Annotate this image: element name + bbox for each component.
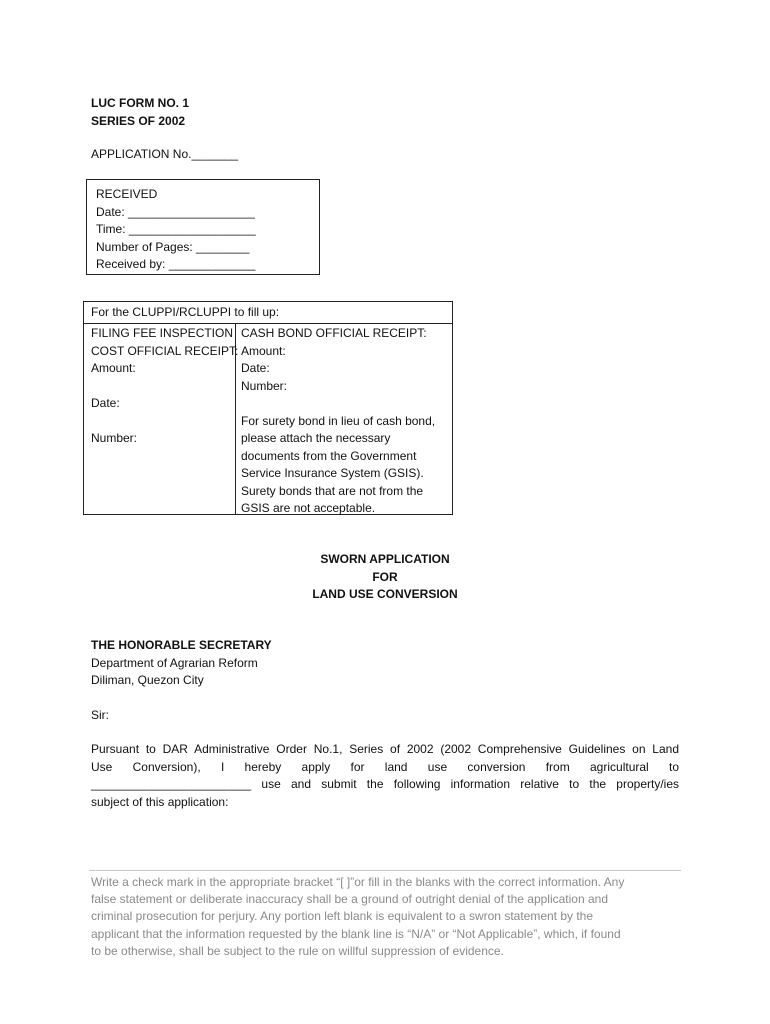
surety-note-line: Service Insurance System (GSIS). bbox=[241, 466, 424, 480]
footer-divider bbox=[89, 870, 681, 871]
surety-note-line: please attach the necessary bbox=[241, 431, 391, 445]
cash-bond-number: Number: bbox=[241, 378, 288, 393]
received-by-field: Received by: _____________ bbox=[96, 257, 256, 271]
title-line-1: SWORN APPLICATION bbox=[320, 552, 450, 566]
body-line-1: Pursuant to DAR Administrative Order No.1, Series of 2002 (2002 Comprehensive Guidelines on Land bbox=[91, 742, 679, 756]
salutation: Sir: bbox=[91, 708, 109, 722]
footer-line-5: to be otherwise, shall be subject to the rule on willful suppression of evidence. bbox=[91, 943, 504, 958]
surety-note-line: Surety bonds that are not from the bbox=[241, 483, 424, 498]
cash-bond-title: CASH BOND OFFICIAL RECEIPT: bbox=[241, 326, 427, 340]
filing-fee-column bbox=[91, 325, 238, 448]
footer-line-3: criminal prosecution for perjury. Any portion left blank is equivalent to a swron statement by the bbox=[91, 909, 594, 924]
addressee-address: Diliman, Quezon City bbox=[91, 673, 204, 687]
number-of-pages-field: Number of Pages: ________ bbox=[96, 239, 250, 254]
cash-bond-spacer bbox=[241, 395, 435, 413]
application-number-field: APPLICATION No._______ bbox=[91, 147, 239, 161]
title-line-2: FOR bbox=[372, 569, 398, 584]
fill-table-header: For the CLUPPI/RCLUPPI to fill up: bbox=[84, 302, 452, 324]
addressee-name: THE HONORABLE SECRETARY bbox=[91, 638, 272, 652]
filing-fee-date: Date: bbox=[91, 396, 120, 410]
footer-line-1: Write a check mark in the appropriate bracket “[ ]”or fill in the blanks with the correct information. Any bbox=[91, 875, 625, 889]
footer-line-4: applicant that the information requested by the blank line is “N/A” or “Not Applicable”, which, if found bbox=[91, 926, 621, 941]
surety-note-line: documents from the Government bbox=[241, 448, 417, 463]
received-title: RECEIVED bbox=[96, 187, 158, 201]
filing-fee-spacer-2 bbox=[91, 413, 238, 431]
form-header bbox=[91, 95, 189, 130]
filing-fee-spacer-1 bbox=[91, 378, 238, 396]
cash-bond-column bbox=[241, 325, 435, 518]
title-line-3: LAND USE CONVERSION bbox=[312, 587, 458, 601]
form-series: SERIES OF 2002 bbox=[91, 113, 186, 128]
filing-fee-amount: Amount: bbox=[91, 361, 136, 375]
addressee-block bbox=[91, 637, 272, 690]
received-date-field: Date: ___________________ bbox=[96, 204, 255, 219]
body-line-4: subject of this application: bbox=[91, 794, 229, 809]
surety-note-line: For surety bond in lieu of cash bond, bbox=[241, 413, 436, 428]
filing-fee-title-1: FILING FEE INSPECTION bbox=[91, 326, 234, 340]
application-body bbox=[91, 741, 679, 811]
body-line-3: ________________________ use and submit the following information relative to the property/ies bbox=[91, 777, 679, 791]
filing-fee-number: Number: bbox=[91, 431, 138, 445]
cash-bond-amount: Amount: bbox=[241, 343, 286, 358]
body-line-2: Use Conversion), I hereby apply for land use conversion from agricultural to bbox=[91, 759, 679, 774]
addressee-department: Department of Agrarian Reform bbox=[91, 655, 258, 670]
cluppi-fill-table bbox=[83, 301, 453, 515]
surety-note-line: GSIS are not acceptable. bbox=[241, 501, 376, 515]
footer-line-2: false statement or deliberate inaccuracy shall be a ground of outright denial of the application and bbox=[91, 892, 608, 907]
footer-instructions bbox=[91, 874, 679, 960]
form-number: LUC FORM NO. 1 bbox=[91, 96, 189, 110]
document-title bbox=[0, 551, 770, 604]
received-box bbox=[86, 179, 320, 275]
received-time-field: Time: ___________________ bbox=[96, 222, 256, 236]
filing-fee-title-2: COST OFFICIAL RECEIPT: bbox=[91, 343, 239, 358]
cash-bond-date: Date: bbox=[241, 361, 270, 375]
